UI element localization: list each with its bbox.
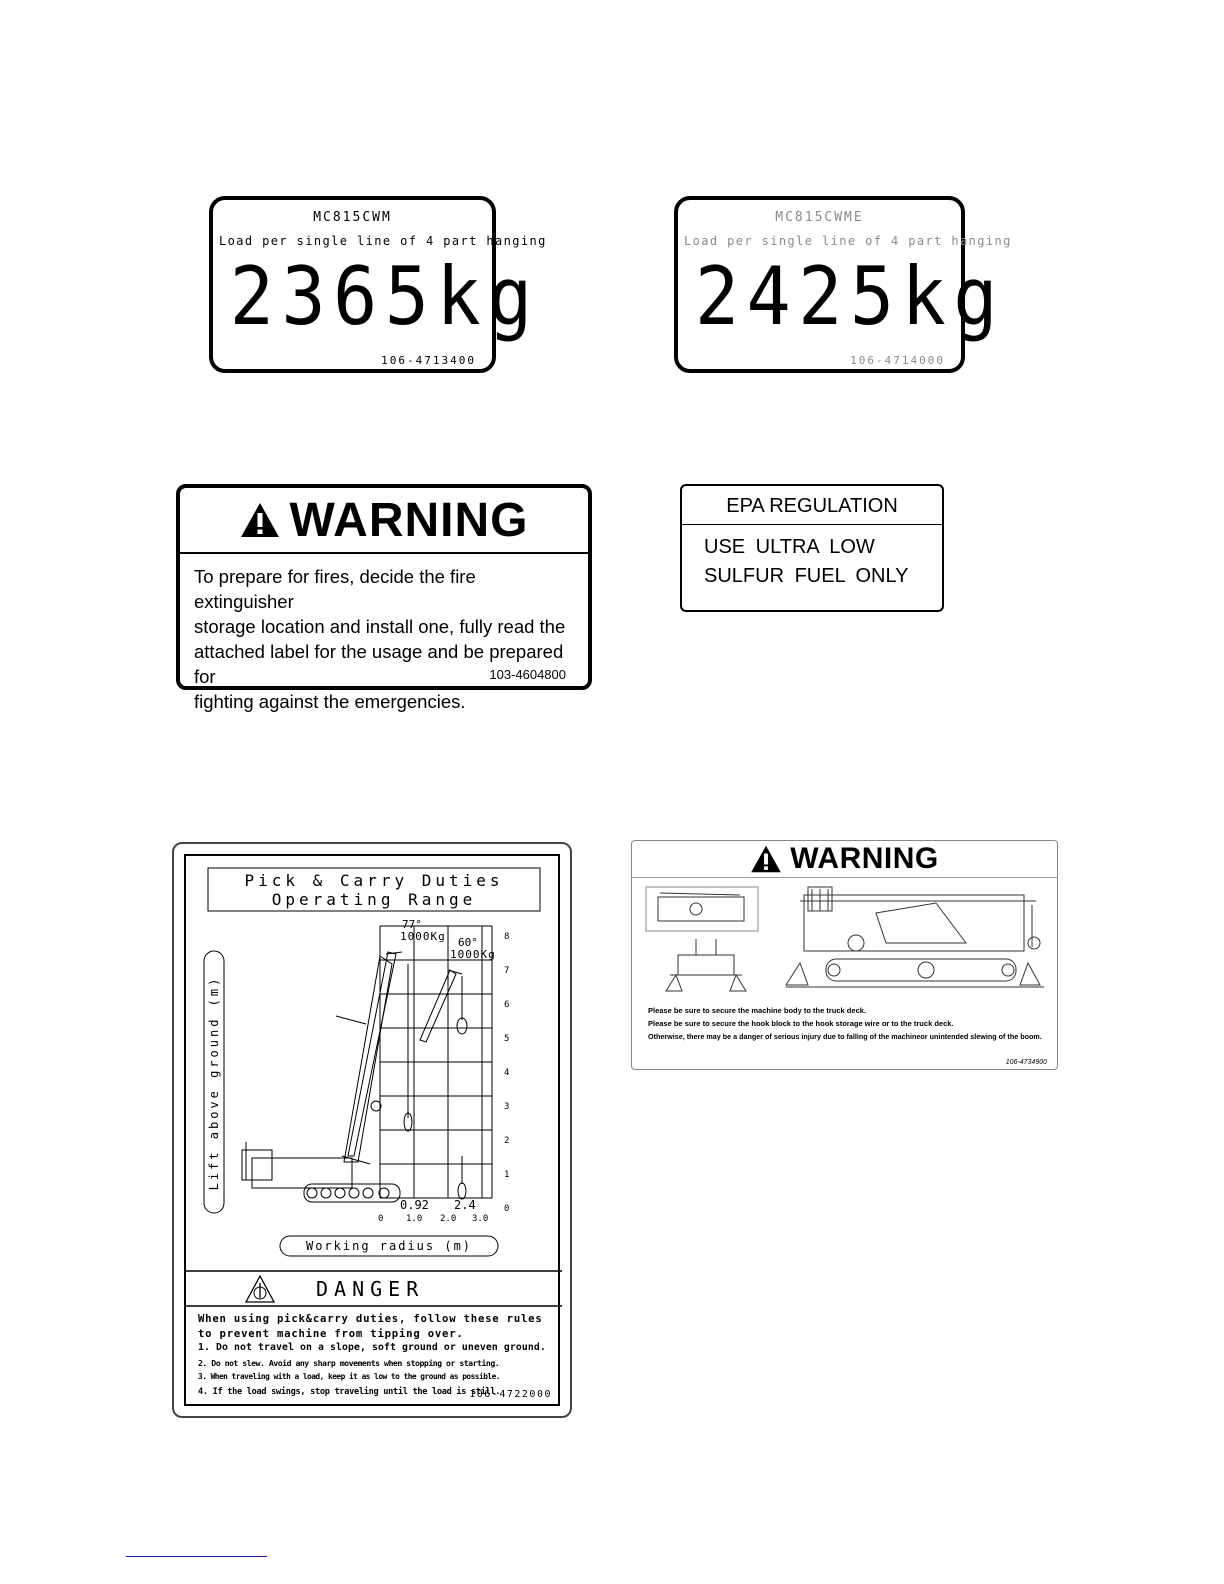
danger-intro: When using pick&carry duties, follow these rules: [198, 1313, 543, 1325]
warning-line: attached label for the usage and be prepared for: [194, 641, 564, 687]
y-tick: 2: [504, 1136, 510, 1146]
warning-title: WARNING: [790, 842, 939, 875]
load-label-mc815cwme: [674, 196, 1012, 373]
angle-60-label: 60°: [458, 936, 478, 949]
warning-line: storage location and install one, fully read the: [194, 616, 566, 637]
epa-text: [682, 525, 942, 591]
y-tick: 7: [504, 966, 510, 976]
transport-warning-label: [631, 840, 1058, 1070]
part-number: 106-4714000: [850, 354, 945, 367]
warning-line: To prepare for fires, decide the fire extinguisher: [194, 566, 476, 612]
x-tick-1: 1.0: [406, 1214, 423, 1224]
radius-0-92-label: 0.92: [400, 1198, 429, 1212]
y-tick: 4: [504, 1068, 510, 1078]
warning-triangle-icon: [750, 845, 782, 873]
y-tick: 1: [504, 1170, 510, 1180]
danger-rule: 2. Do not slew. Avoid any sharp movements when stopping or starting.: [198, 1357, 500, 1368]
x-axis-label: Working radius (m): [305, 1239, 473, 1253]
load-1000kg-label-1: 1000Kg: [400, 930, 446, 943]
title-line-1: Pick & Carry Duties: [244, 871, 504, 890]
angle-77-label: 77°: [402, 918, 422, 931]
epa-line: USE ULTRA LOW: [704, 536, 875, 558]
part-number: 106-4722000: [469, 1389, 552, 1400]
radius-2-4-label: 2.4: [454, 1198, 476, 1212]
y-axis-label: Lift above ground (m): [207, 975, 221, 1191]
warning-line: fighting against the emergencies.: [194, 691, 466, 712]
danger-text: [198, 1312, 558, 1399]
machine-transport-illustration: [636, 883, 1056, 1003]
warning-header: [632, 841, 1057, 878]
instruction-line-3: Otherwise, there may be a danger of serious injury due to falling of the machineor unintended slewing of the boom.: [648, 1032, 1042, 1041]
model-name: MC815CWME: [775, 210, 864, 225]
y-tick: 5: [504, 1034, 510, 1044]
danger-intro: to prevent machine from tipping over.: [198, 1327, 464, 1340]
title-line-2: Operating Range: [271, 890, 477, 909]
y-tick-labels: [504, 920, 509, 1226]
pick-carry-frame: [184, 854, 560, 1406]
warning-header: [180, 488, 588, 554]
epa-regulation-label: [680, 484, 944, 612]
danger-title: DANGER: [316, 1277, 425, 1301]
y-tick: 8: [504, 932, 510, 942]
fire-warning-label: [176, 484, 592, 712]
instruction-line-1: Please be sure to secure the machine body to the truck deck.: [648, 1006, 866, 1015]
danger-rule: 1. Do not travel on a slope, soft ground or uneven ground.: [198, 1342, 546, 1353]
danger-rule: 3. When traveling with a load, keep it as low to the ground as possible.: [198, 1372, 500, 1381]
epa-line: SULFUR FUEL ONLY: [704, 565, 909, 587]
pick-carry-label: [172, 842, 572, 1418]
footnote-separator: [126, 1556, 267, 1557]
load-description: Load per single line of 4 part hanging: [219, 234, 547, 248]
load-weight: 2425kg: [694, 250, 1005, 343]
y-tick: 6: [504, 1000, 510, 1010]
part-number: 106-4713400: [381, 354, 476, 367]
y-tick: 3: [504, 1102, 510, 1112]
load-label-mc815cwm: [209, 196, 547, 373]
x-tick-3: 3.0: [472, 1214, 489, 1224]
warning-triangle-icon: [240, 502, 280, 538]
pick-carry-title: [208, 871, 540, 909]
warning-text: [180, 554, 588, 714]
load-1000kg-label-2: 1000Kg: [450, 948, 496, 961]
y-tick: 0: [504, 1204, 510, 1214]
danger-rule: 4. If the load swings, stop traveling until the load is still.: [198, 1386, 501, 1397]
warning-title: WARNING: [289, 493, 529, 547]
x-tick-2: 2.0: [440, 1214, 457, 1224]
part-number: 103-4604800: [489, 667, 566, 682]
epa-title: EPA REGULATION: [682, 486, 942, 525]
instruction-line-2: Please be sure to secure the hook block to the hook storage wire or to the truck deck.: [648, 1019, 954, 1028]
part-number: 106-4734900: [1005, 1059, 1047, 1066]
x-tick-0: 0: [378, 1214, 384, 1224]
model-name: MC815CWM: [313, 210, 392, 225]
load-description: Load per single line of 4 part hanging: [684, 234, 1012, 248]
load-weight: 2365kg: [229, 250, 540, 343]
